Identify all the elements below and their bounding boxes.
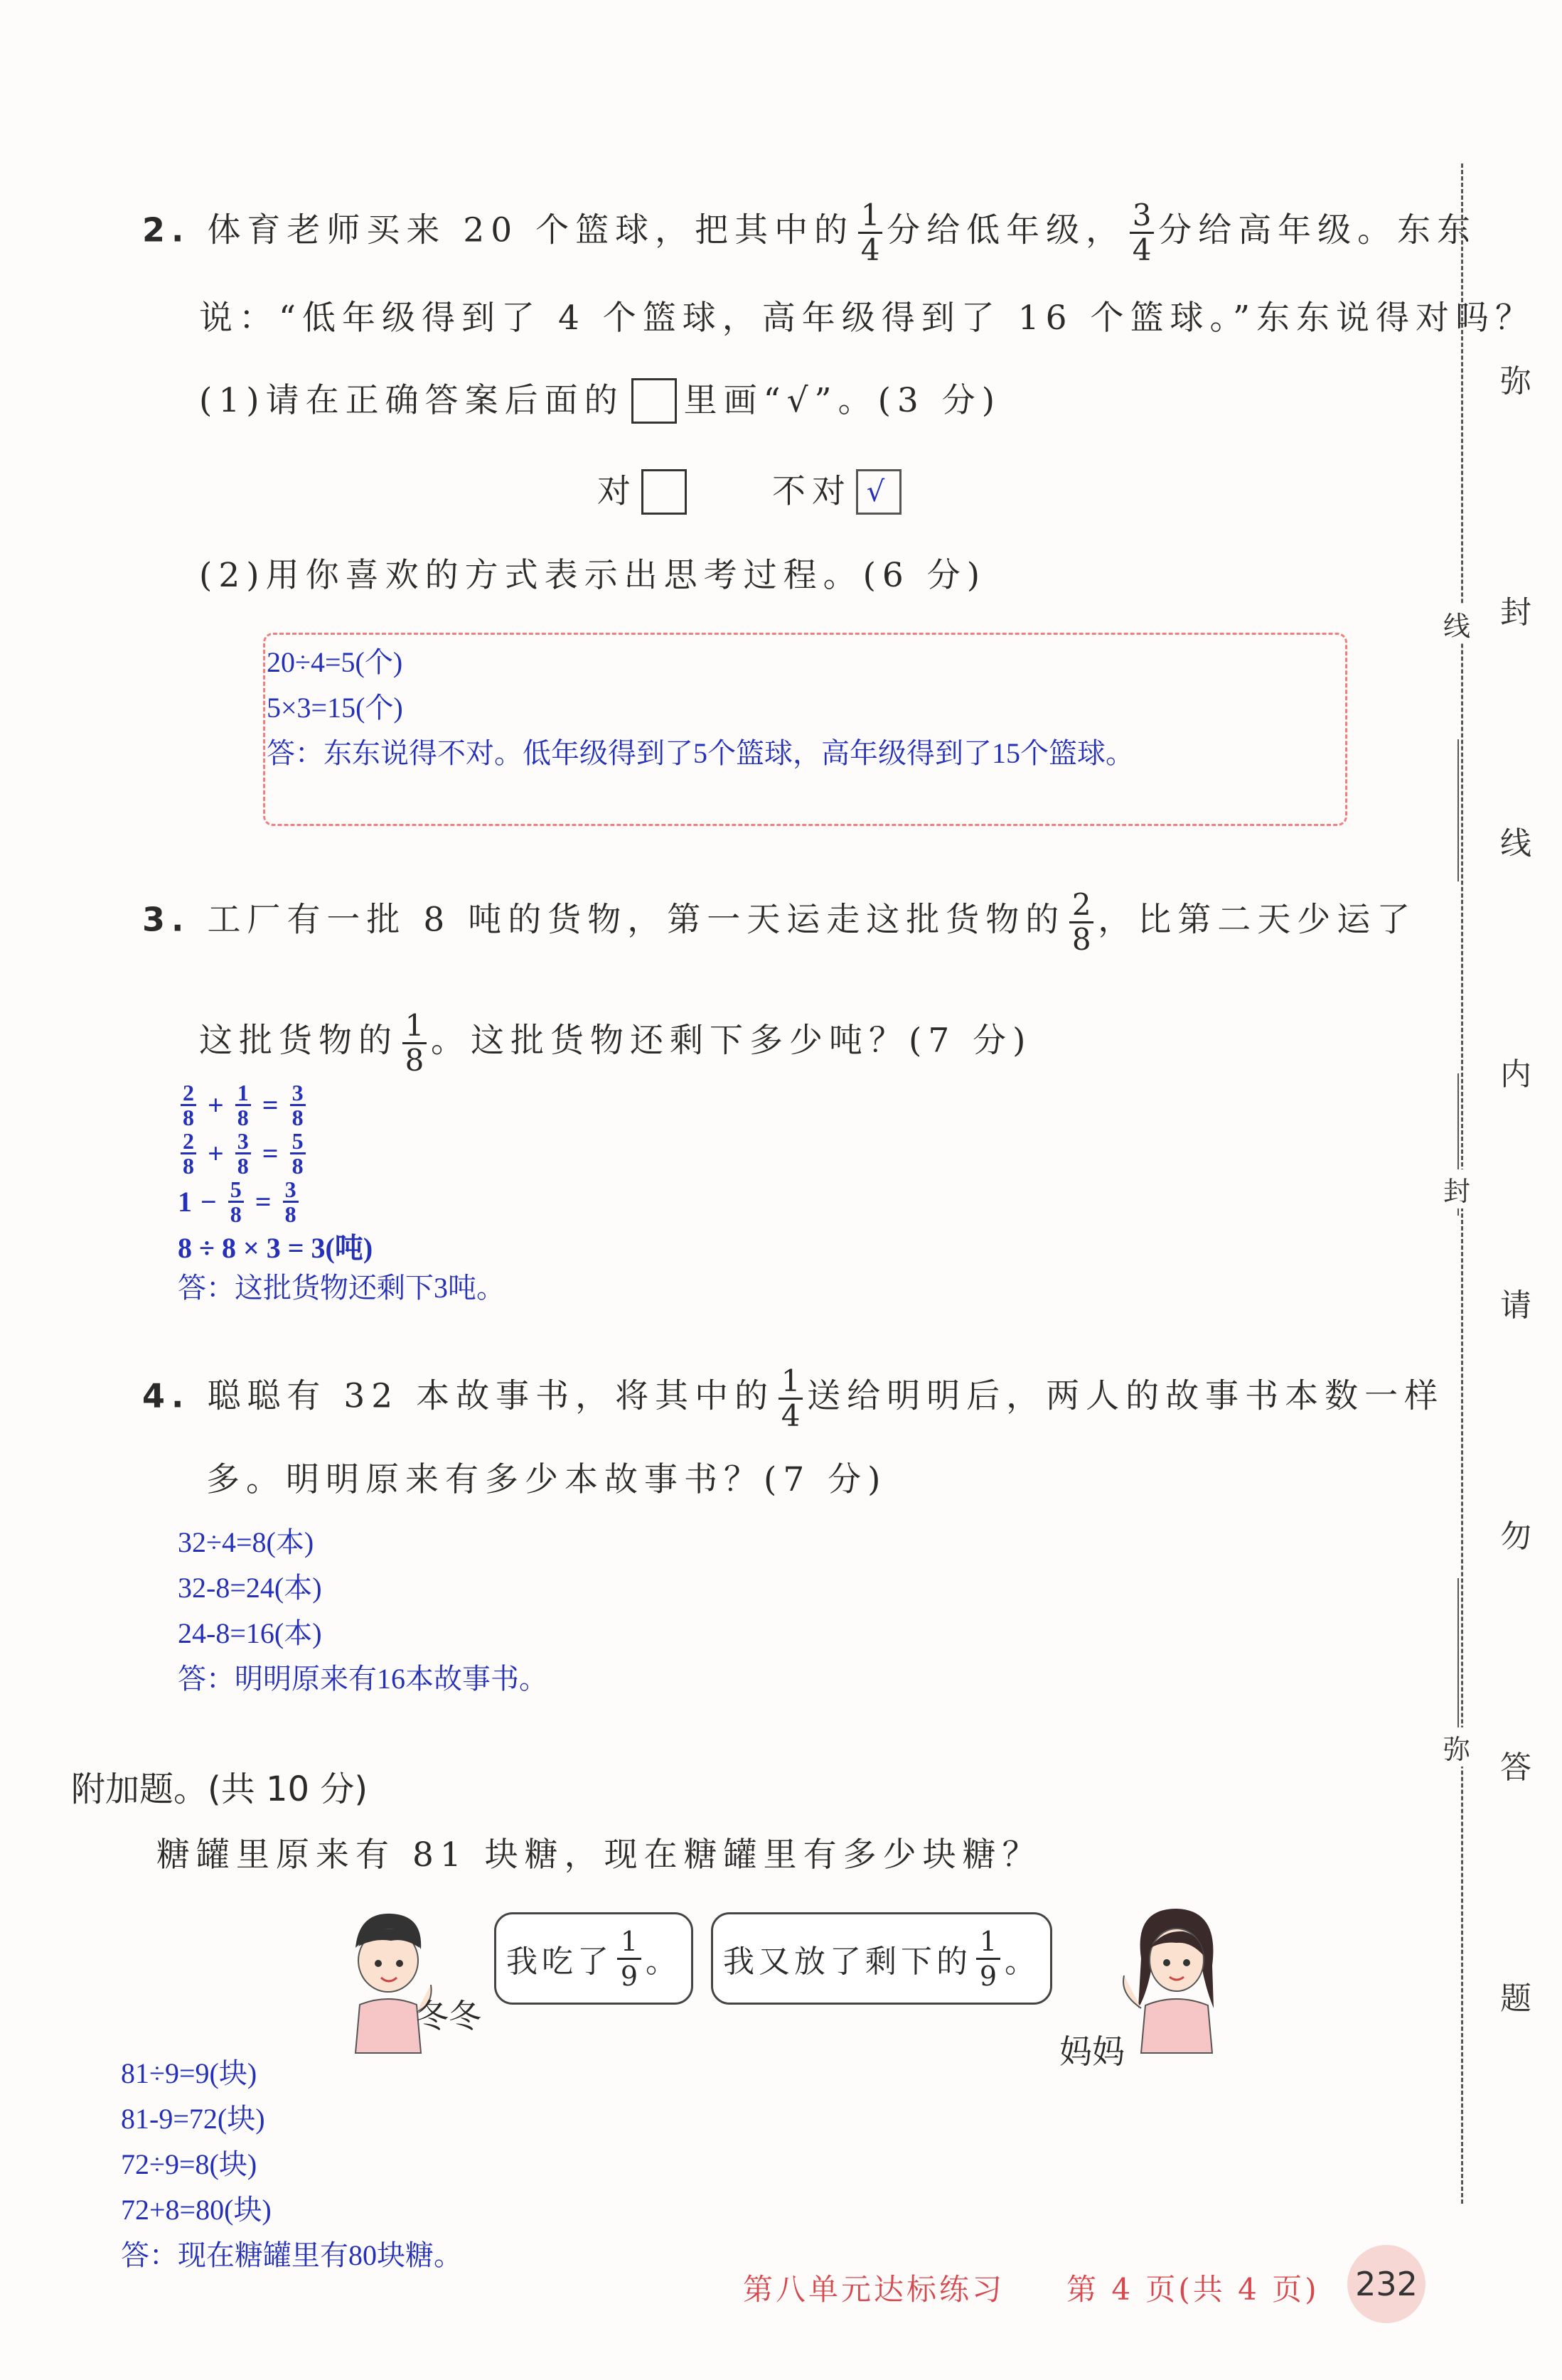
bonus-answer-line4: 72+8=80(块) (121, 2194, 272, 2226)
q4-line2: 多。明明原来有多少本故事书？(7 分) (206, 1460, 887, 1499)
q2-fraction-1: $\frac{1}{4}$ (858, 199, 882, 267)
sidebar-char: 答 (1500, 1749, 1531, 1786)
binding-solid-segment (1457, 739, 1459, 881)
sidebar-char: 弥 (1500, 363, 1531, 400)
q3-eq3: 1 − 5 8 = 3 8 (178, 1177, 301, 1226)
q2-sub1-box (631, 378, 677, 424)
boy-name: 冬冬 (416, 1997, 481, 2035)
q3-answer: 答：这批货物还剩下3吨。 (178, 1272, 505, 1304)
q2-options (597, 469, 902, 515)
q4-answer-line4: 答：明明原来有16本故事书。 (178, 1663, 547, 1695)
q2-text-b: 分给低年级， (887, 210, 1126, 250)
option-right-checkbox[interactable] (641, 469, 687, 515)
page-number-badge: 232 (1347, 2245, 1425, 2323)
q2-number: 2. (142, 210, 191, 250)
binding-label-line: 线 (1443, 604, 1470, 643)
sidebar-char: 内 (1500, 1056, 1531, 1093)
bonus-title: 附加题。(共 10 分) (71, 1769, 368, 1809)
option-right-label: 对 (597, 472, 637, 511)
q2-sub2: (2)用你喜欢的方式表示出思考过程。(6 分) (199, 556, 987, 595)
sidebar-char: 线 (1500, 825, 1531, 862)
footer-page-info: 第 4 页(共 4 页) (1066, 2272, 1320, 2307)
q3-fraction-1: $\frac{2}{8}$ (1069, 889, 1093, 956)
q3-line1: 3. 工厂有一批 8 吨的货物，第一天运走这批货物的 $\frac{2}{8}$ ，比第二天少运了 (142, 887, 1417, 957)
bonus-answer-line3: 72÷9=8(块) (121, 2148, 257, 2180)
binding-label-seal2: 弥 (1443, 1727, 1470, 1767)
q2-sub1: (1)请在正确答案后面的 里画“√”。(3 分) (199, 378, 1001, 424)
sidebar-char: 封 (1500, 594, 1531, 631)
q4-answer-line2: 32-8=24(本) (178, 1572, 322, 1604)
mom-speech-bubble: 我又放了剩下的 $\frac{1}{9}$ 。 (711, 1912, 1052, 2005)
bonus-answer-line5: 答：现在糖罐里有80块糖。 (121, 2239, 462, 2271)
sidebar-char: 题 (1500, 1980, 1531, 2017)
sidebar-char: 请 (1500, 1287, 1531, 1324)
q2-line1 (142, 199, 1477, 267)
q4-fraction-1: $\frac{1}{4}$ (779, 1365, 803, 1432)
option-wrong-label: 不对 (772, 472, 852, 511)
q4-answer-line1: 32÷4=8(本) (178, 1526, 314, 1558)
q3-eq2: 2 8 + 3 8 = 5 8 (178, 1129, 309, 1177)
check-mark-icon: √ (866, 476, 892, 508)
q2-line2: 说：“低年级得到了 4 个篮球，高年级得到了 16 个篮球。”东东说得对吗？ (199, 299, 1536, 338)
bonus-answer-line1: 81÷9=9(块) (121, 2057, 257, 2089)
q3-eq4: 8 ÷ 8 × 3 = 3(吨) (178, 1231, 373, 1264)
q2-answer-line3: 答：东东说得不对。低年级得到了5个篮球，高年级得到了15个篮球。 (267, 737, 1134, 769)
sidebar-char: 勿 (1500, 1518, 1531, 1555)
q2-text-a: 体育老师买来 20 个篮球，把其中的 (207, 210, 855, 250)
q2-text-c: 分给高年级。东东 (1158, 210, 1477, 250)
mom-illustration (1113, 1902, 1237, 2054)
bonus-question: 糖罐里原来有 81 块糖，现在糖罐里有多少块糖？ (156, 1835, 1042, 1875)
q3-eq1: 2 8 + 1 8 = 3 8 (178, 1081, 309, 1129)
q3-number: 3. (142, 900, 191, 939)
q4-answer-line3: 24-8=16(本) (178, 1617, 322, 1649)
q3-fraction-2: $\frac{1}{8}$ (402, 1009, 427, 1077)
boy-speech-bubble: 我吃了 $\frac{1}{9}$ 。 (494, 1912, 693, 2005)
q2-answer-box (263, 633, 1347, 826)
q2-fraction-2: $\frac{3}{4}$ (1130, 199, 1154, 267)
q2-answer-line1: 20÷4=5(个) (267, 646, 403, 678)
binding-label-seal: 封 (1443, 1169, 1470, 1208)
mom-name: 妈妈 (1059, 2032, 1125, 2071)
q4-line1: 4. 聪聪有 32 本故事书，将其中的 $\frac{1}{4}$ 送给明明后，两人的故事书本数一样 (142, 1363, 1445, 1433)
bonus-answer-line2: 81-9=72(块) (121, 2103, 265, 2135)
q2-answer-line2: 5×3=15(个) (267, 692, 403, 724)
q4-number: 4. (142, 1376, 191, 1415)
footer-unit-title: 第八单元达标练习 (743, 2272, 1005, 2307)
q3-line2: 这批货物的 $\frac{1}{8}$ 。这批货物还剩下多少吨？(7 分) (199, 1008, 1032, 1078)
option-wrong-checkbox[interactable] (856, 469, 902, 515)
